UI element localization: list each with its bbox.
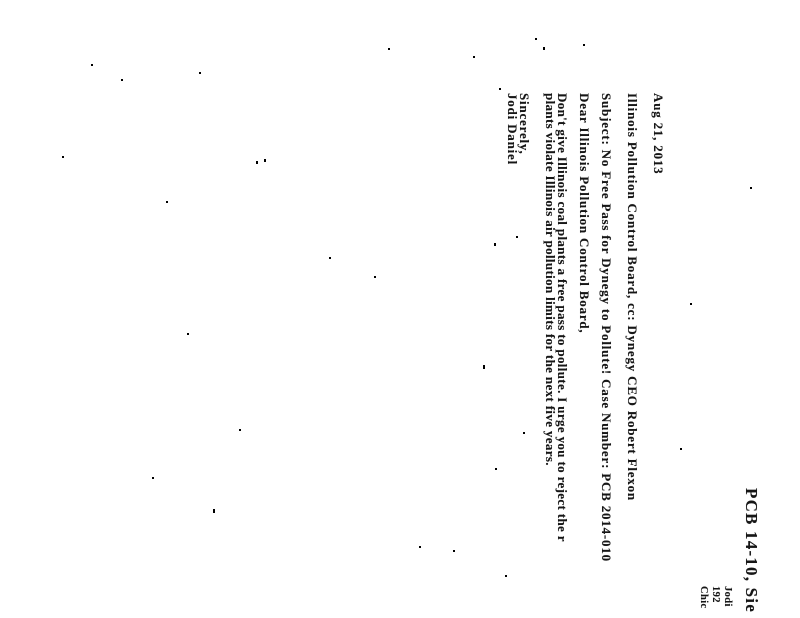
- scan-speck: [62, 156, 64, 158]
- sender-fragment-street: 192: [710, 586, 721, 603]
- case-number-stamp: PCB 14-10, Sie: [742, 488, 761, 613]
- sender-fragment-city: Chic: [698, 586, 709, 609]
- scan-speck: [239, 429, 241, 431]
- scan-speck: [494, 243, 496, 246]
- scan-speck: [152, 477, 154, 479]
- body-line-1: Don't give Illinois coal plants a free pass to pollute. I urge you to reject the r: [555, 93, 570, 542]
- scan-speck: [388, 48, 390, 50]
- salutation-line: Dear Illinois Pollution Control Board,: [577, 93, 592, 334]
- scan-speck: [329, 257, 331, 259]
- scan-speck: [91, 64, 93, 66]
- scan-speck: [256, 161, 258, 164]
- body-line-2: plants violate Illinois air pollution limits for the next five years.: [543, 93, 558, 466]
- scan-speck: [264, 159, 266, 162]
- date-line: Aug 21, 2013: [651, 93, 666, 175]
- scan-speck: [690, 303, 692, 305]
- scan-speck: [516, 236, 518, 238]
- scan-speck: [473, 56, 475, 58]
- sender-fragment-name: Jodi: [722, 586, 733, 607]
- scan-speck: [523, 432, 525, 434]
- scan-speck: [213, 509, 215, 513]
- scan-speck: [543, 47, 545, 50]
- scan-speck: [453, 550, 455, 552]
- scan-speck: [166, 201, 168, 203]
- scan-speck: [419, 546, 421, 548]
- scan-speck: [374, 276, 376, 278]
- closing-line: Sincerely,: [517, 93, 532, 155]
- scan-speck: [199, 72, 201, 74]
- scan-speck: [505, 575, 507, 577]
- signature-line: Jodi Daniel: [505, 93, 520, 166]
- scan-speck: [495, 468, 497, 470]
- scan-speck: [680, 448, 682, 450]
- scan-speck: [121, 79, 123, 81]
- scan-speck: [535, 38, 537, 40]
- scan-speck: [483, 365, 485, 369]
- scan-speck: [499, 88, 501, 90]
- scan-speck: [750, 187, 752, 189]
- recipient-line: Illinois Pollution Control Board, cc: Dynegy CEO Robert Flexon: [625, 93, 640, 501]
- scan-speck: [187, 333, 189, 335]
- scan-speck: [583, 44, 585, 46]
- subject-line: Subject: No Free Pass for Dynegy to Pollute! Case Number: PCB 2014-010: [599, 93, 614, 562]
